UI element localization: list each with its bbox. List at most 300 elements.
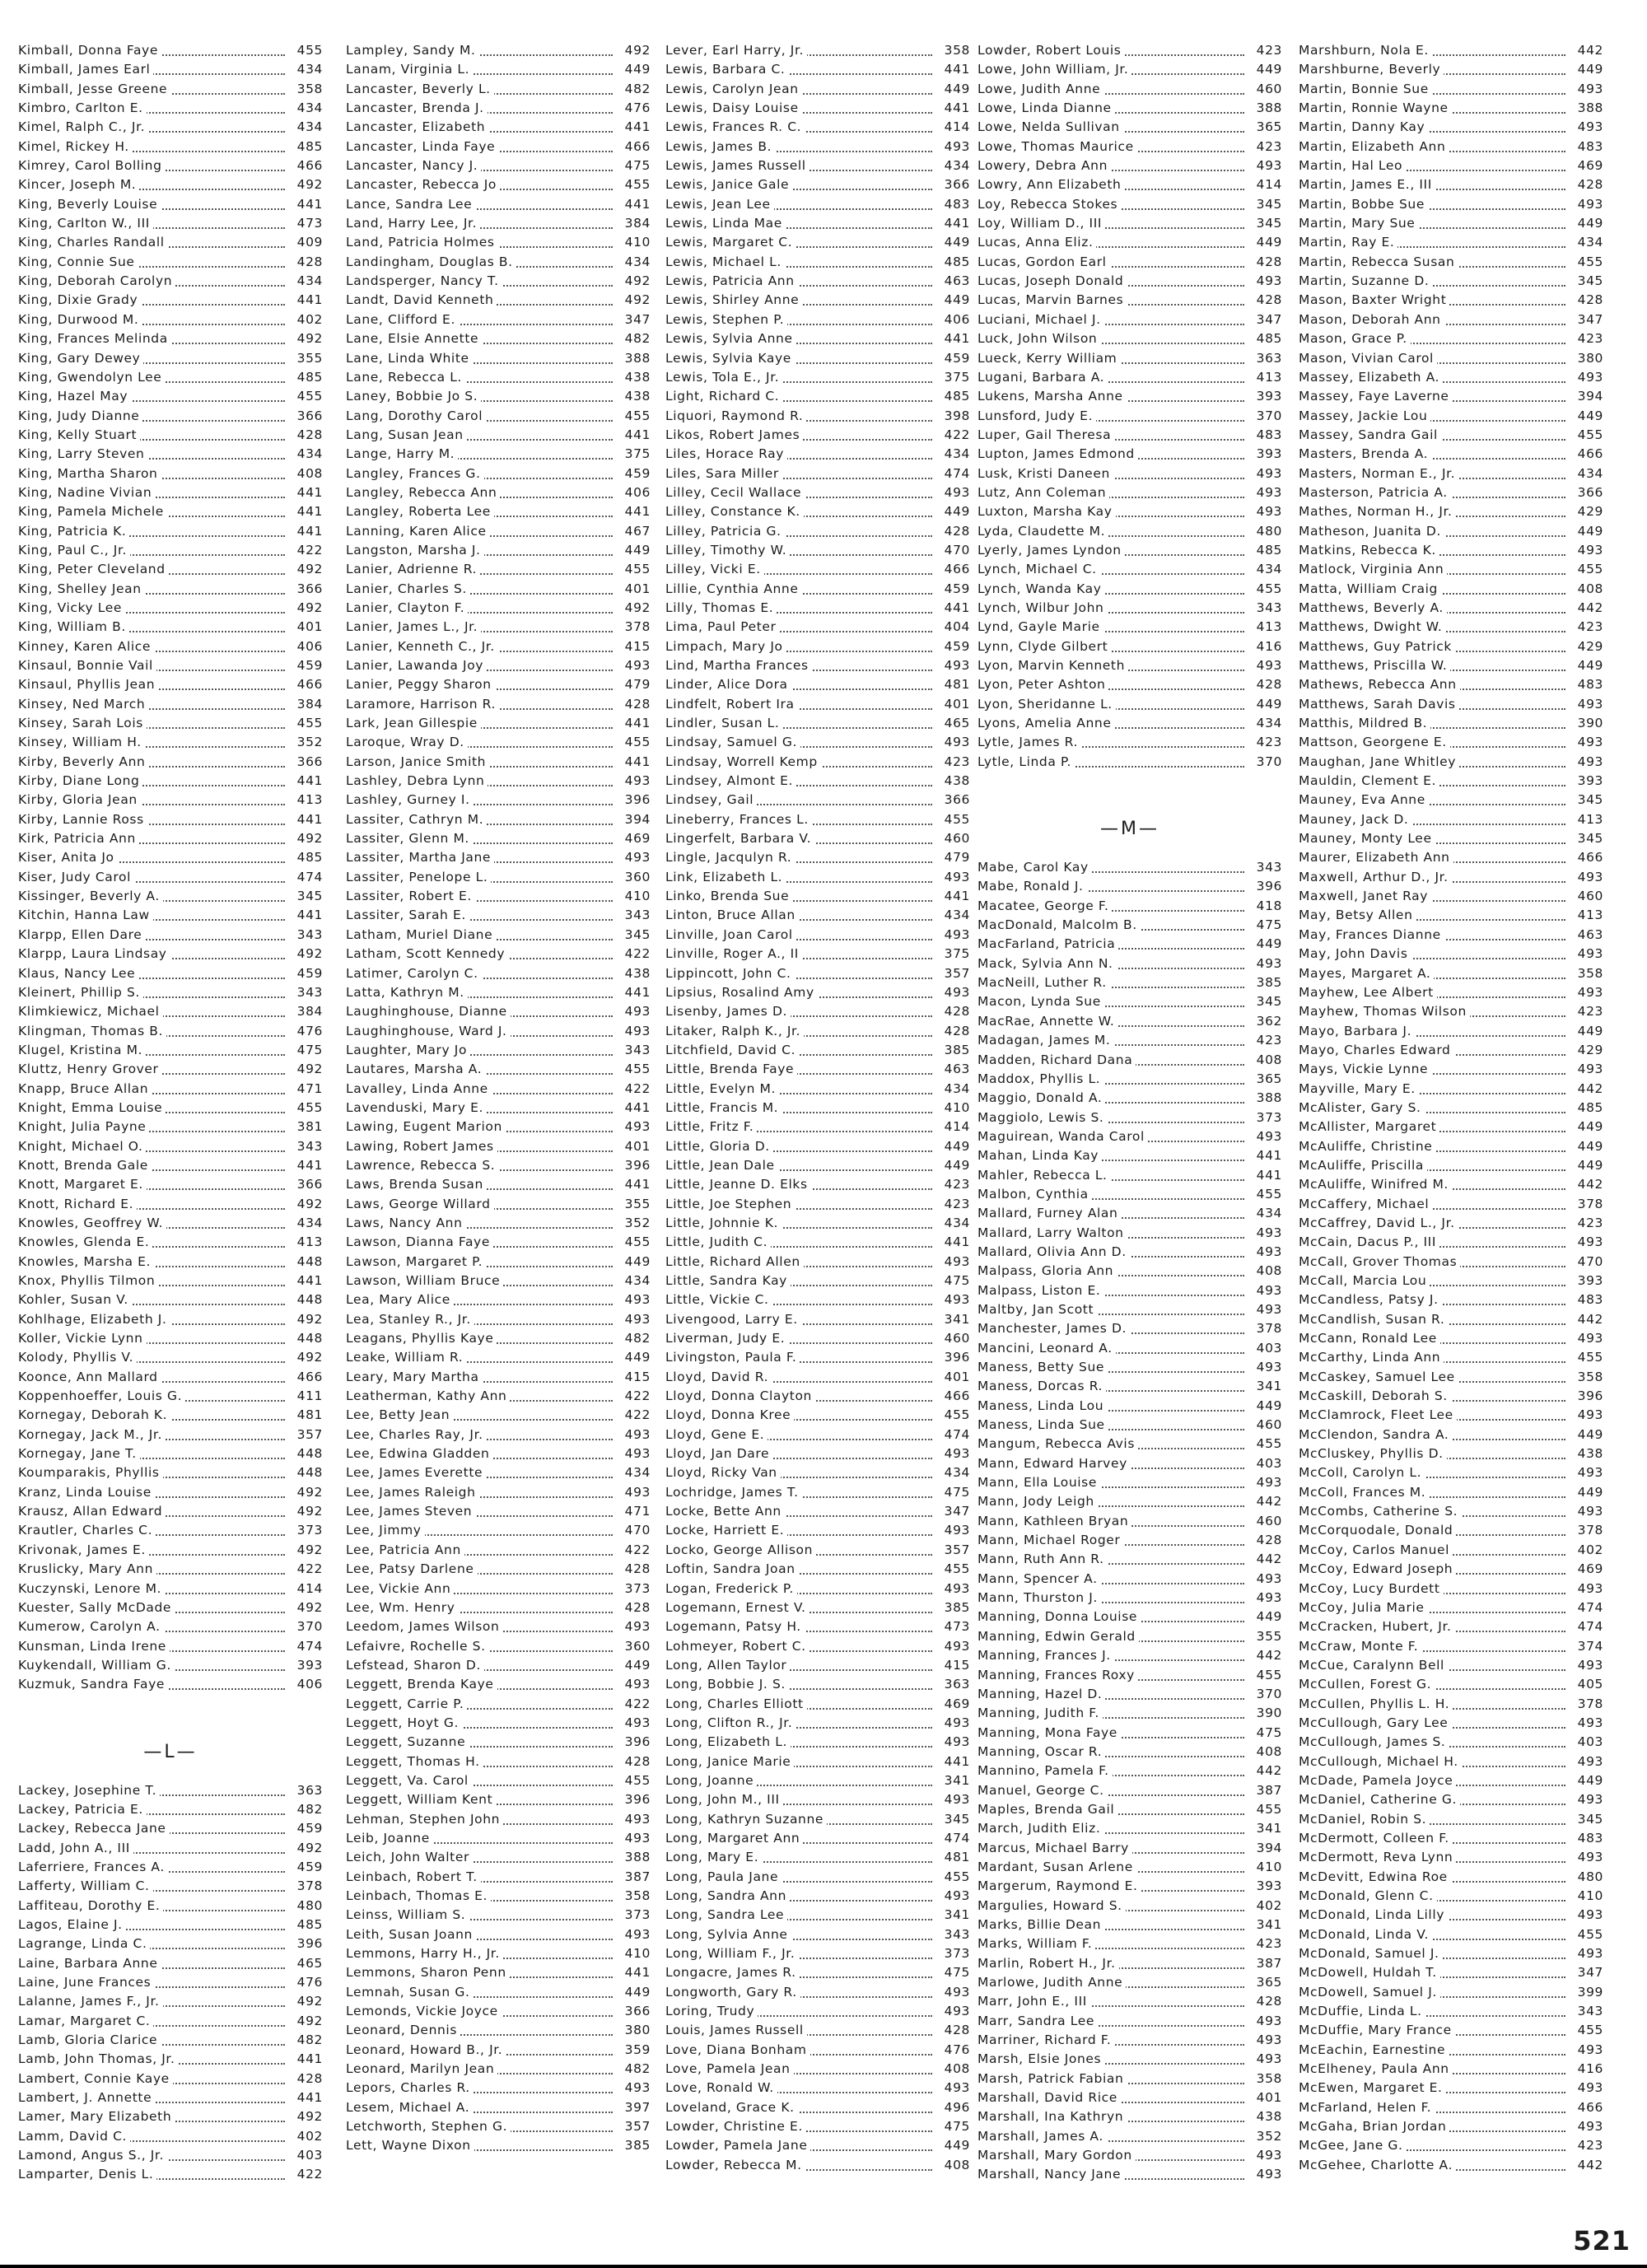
entry-name: Knowles, Glenda E. <box>18 1234 152 1249</box>
entry-page-number: 385 <box>1248 973 1282 992</box>
entry-name: Limpach, Mary Jo <box>665 639 786 654</box>
index-entry <box>346 1290 651 1309</box>
entry-name: Laughter, Mary Jo <box>346 1043 470 1057</box>
entry-name: Lamm, David C. <box>18 2129 130 2144</box>
index-entry <box>1299 522 1603 541</box>
index-entry <box>977 1300 1282 1319</box>
entry-name: Lackey, Rebecca Jane <box>18 1821 170 1836</box>
entry-page-number: 366 <box>1569 483 1603 502</box>
index-entry <box>665 1175 970 1194</box>
index-entry <box>665 1137 970 1156</box>
entry-page-number: 492 <box>288 1541 323 1560</box>
entry-page-number: 455 <box>616 733 651 752</box>
entry-page-number: 441 <box>616 426 651 445</box>
entry-page-number: 493 <box>1248 272 1282 291</box>
entry-page-number: 408 <box>288 464 323 483</box>
entry-name: Marshall, James A. <box>977 2129 1107 2144</box>
entry-name: Macon, Lynda Sue <box>977 994 1104 1009</box>
entry-page-number: 405 <box>1569 1675 1603 1694</box>
index-entry <box>346 1521 651 1540</box>
entry-page-number: 455 <box>616 1771 651 1790</box>
entry-page-number: 441 <box>935 887 970 906</box>
index-entry <box>977 175 1282 194</box>
entry-page-number: 378 <box>1569 1521 1603 1540</box>
entry-page-number: 481 <box>935 1848 970 1867</box>
index-entry <box>665 522 970 541</box>
entry-name: Knapp, Bruce Allan <box>18 1081 152 1096</box>
entry-page-number: 343 <box>1248 858 1282 877</box>
index-entry <box>346 387 651 406</box>
entry-name: Krausz, Allan Edward <box>18 1504 166 1519</box>
entry-page-number: 406 <box>616 483 651 502</box>
index-entry <box>18 1781 323 1800</box>
entry-page-number: 493 <box>1569 1790 1603 1809</box>
index-entry <box>1299 1829 1603 1848</box>
entry-name: McCoy, Julia Marie <box>1299 1600 1428 1615</box>
entry-name: Kirby, Beverly Ann <box>18 754 148 769</box>
entry-page-number: 396 <box>288 1934 323 1953</box>
entry-page-number: 387 <box>1248 1954 1282 1973</box>
index-entry <box>1299 1348 1603 1367</box>
index-entry <box>665 926 970 945</box>
entry-page-number: 434 <box>288 118 323 137</box>
entry-page-number: 373 <box>616 1580 651 1598</box>
entry-page-number: 410 <box>616 233 651 252</box>
entry-name: Lytle, Linda P. <box>977 754 1075 769</box>
entry-name: Loveland, Grace K. <box>665 2100 798 2115</box>
index-entry <box>1299 983 1603 1002</box>
entry-page-number: 493 <box>935 2079 970 2098</box>
entry-page-number: 449 <box>1569 522 1603 541</box>
index-entry <box>1299 772 1603 791</box>
entry-name: Lippincott, John C. <box>665 966 795 981</box>
entry-name: Matlock, Virginia Ann <box>1299 562 1447 576</box>
entry-page-number: 493 <box>1569 118 1603 137</box>
entry-name: Leake, William R. <box>346 1350 466 1365</box>
index-entry <box>977 1704 1282 1723</box>
entry-name: Lang, Susan Jean <box>346 427 467 442</box>
index-entry <box>1299 829 1603 848</box>
index-entry <box>18 2088 323 2107</box>
index-entry <box>346 618 651 637</box>
entry-name: Litchfield, David C. <box>665 1043 799 1057</box>
index-entry <box>665 1887 970 1906</box>
index-entry <box>977 858 1282 877</box>
section-letter-heading: —M— <box>1100 819 1159 840</box>
index-entry <box>1299 618 1603 637</box>
entry-page-number: 404 <box>935 618 970 637</box>
index-entry <box>346 1406 651 1425</box>
index-entry <box>18 1175 323 1194</box>
entry-page-number: 414 <box>288 1580 323 1598</box>
entry-name: Lisenby, James D. <box>665 1004 791 1019</box>
entry-page-number: 434 <box>616 1272 651 1290</box>
index-entry <box>18 1426 323 1444</box>
entry-page-number: 485 <box>1248 541 1282 560</box>
entry-page-number: 476 <box>616 99 651 118</box>
entry-name: Loy, Rebecca Stokes <box>977 197 1121 212</box>
index-entry <box>346 1963 651 1982</box>
index-entry <box>977 1108 1282 1127</box>
entry-name: Lowe, Nelda Sullivan <box>977 119 1123 134</box>
index-entry <box>977 1262 1282 1281</box>
index-entry <box>346 1233 651 1252</box>
entry-name: Lindsey, Gail <box>665 792 757 807</box>
index-entry <box>346 2041 651 2060</box>
index-entry <box>1299 2060 1603 2079</box>
entry-page-number: 493 <box>1248 1243 1282 1262</box>
entry-page-number: 422 <box>616 1695 651 1714</box>
entry-name: Martin, Rebecca Susan <box>1299 254 1458 269</box>
index-entry <box>18 675 323 694</box>
entry-page-number: 428 <box>935 1002 970 1021</box>
entry-page-number: 366 <box>288 407 323 426</box>
entry-name: McCaskey, Samuel Lee <box>1299 1370 1458 1384</box>
index-entry <box>665 1675 970 1694</box>
entry-page-number: 455 <box>288 41 323 60</box>
index-entry <box>18 1858 323 1877</box>
entry-page-number: 390 <box>1569 714 1603 733</box>
entry-name: Lee, James Everette <box>346 1465 486 1480</box>
entry-name: Marcus, Michael Barry <box>977 1841 1132 1855</box>
index-entry <box>665 1637 970 1656</box>
entry-page-number: 413 <box>1569 906 1603 925</box>
entry-name: Manning, Judith F. <box>977 1706 1103 1720</box>
entry-name: Lowe, John William, Jr. <box>977 62 1131 77</box>
entry-name: Lackey, Josephine T. <box>18 1783 160 1798</box>
entry-page-number: 449 <box>935 80 970 99</box>
entry-name: Maness, Betty Sue <box>977 1360 1108 1374</box>
entry-name: Mancini, Leonard A. <box>977 1341 1116 1356</box>
index-entry <box>346 2079 651 2098</box>
index-entry <box>1299 906 1603 925</box>
entry-name: Lancaster, Beverly L. <box>346 82 494 96</box>
entry-page-number: 474 <box>935 1426 970 1444</box>
entry-page-number: 475 <box>935 1963 970 1982</box>
entry-name: Lancaster, Brenda J. <box>346 100 488 115</box>
entry-name: Maxwell, Arthur D., Jr. <box>1299 870 1452 884</box>
index-entry <box>346 1463 651 1482</box>
index-entry <box>665 1656 970 1675</box>
entry-name: Lane, Elsie Annette <box>346 331 482 346</box>
index-entry <box>18 99 323 118</box>
entry-name: Lewis, Michael L. <box>665 254 785 269</box>
entry-name: Kumerow, Carolyn A. <box>18 1619 164 1634</box>
index-entry <box>1299 1656 1603 1675</box>
entry-page-number: 423 <box>1569 329 1603 348</box>
index-entry <box>1299 1733 1603 1752</box>
index-entry <box>346 541 651 560</box>
index-entry <box>665 407 970 426</box>
entry-name: Margerum, Raymond E. <box>977 1878 1141 1893</box>
entry-page-number: 403 <box>1248 1339 1282 1358</box>
entry-page-number: 493 <box>1569 733 1603 752</box>
entry-page-number: 345 <box>616 926 651 945</box>
entry-name: Lewis, Stephen P. <box>665 312 787 327</box>
entry-page-number: 455 <box>1569 1348 1603 1367</box>
index-entry <box>1299 2156 1603 2175</box>
entry-page-number: 423 <box>935 753 970 772</box>
entry-page-number: 493 <box>935 1290 970 1309</box>
entry-page-number: 466 <box>935 1387 970 1406</box>
entry-name: Lilley, Constance K. <box>665 504 804 519</box>
entry-name: King, Larry Steven <box>18 446 147 461</box>
index-entry <box>346 887 651 906</box>
index-entry <box>977 1897 1282 1916</box>
entry-name: King, Gwendolyn Lee <box>18 370 165 385</box>
entry-page-number: 493 <box>1248 1570 1282 1589</box>
entry-name: Maples, Brenda Gail <box>977 1802 1117 1817</box>
entry-name: Lewis, Janice Gale <box>665 177 792 192</box>
entry-name: Leich, John Walter <box>346 1850 473 1864</box>
entry-name: Kornegay, Jane T. <box>18 1446 140 1461</box>
entry-page-number: 434 <box>1248 714 1282 733</box>
index-entry <box>18 618 323 637</box>
entry-name: Ladd, John A., III <box>18 1841 133 1855</box>
entry-name: Little, Brenda Faye <box>665 1062 797 1076</box>
index-entry <box>977 1800 1282 1819</box>
entry-page-number: 492 <box>288 945 323 964</box>
entry-name: Lee, Patricia Ann <box>346 1542 464 1557</box>
index-entry <box>18 272 323 291</box>
entry-name: Manning, Frances Roxy <box>977 1668 1138 1682</box>
entry-name: Little, Judith C. <box>665 1234 771 1249</box>
entry-name: McCoy, Lucy Burdett <box>1299 1581 1444 1596</box>
index-entry <box>665 1541 970 1560</box>
index-entry <box>1299 1368 1603 1387</box>
entry-page-number: 493 <box>1569 1060 1603 1079</box>
index-entry <box>18 407 323 426</box>
index-entry <box>346 829 651 848</box>
entry-name: Lloyd, Donna Clayton <box>665 1388 815 1403</box>
entry-name: Lloyd, Ricky Van <box>665 1465 781 1480</box>
entry-name: McCluskey, Phyllis D. <box>1299 1446 1447 1461</box>
entry-name: Marshburne, Beverly <box>1299 62 1444 77</box>
entry-page-number: 442 <box>1569 1175 1603 1194</box>
entry-page-number: 493 <box>1569 1463 1603 1482</box>
entry-name: Kirby, Diane Long <box>18 773 142 788</box>
entry-name: Mann, Edward Harvey <box>977 1456 1131 1471</box>
index-entry <box>977 41 1282 60</box>
entry-page-number: 493 <box>1569 945 1603 964</box>
entry-name: McCue, Caralynn Bell <box>1299 1658 1448 1673</box>
entry-page-number: 492 <box>288 2012 323 2031</box>
entry-page-number: 493 <box>1248 2012 1282 2031</box>
index-entry <box>346 445 651 464</box>
entry-name: McAuliffe, Priscilla <box>1299 1158 1427 1173</box>
entry-page-number: 493 <box>935 1983 970 2002</box>
index-entry <box>977 1743 1282 1762</box>
entry-page-number: 378 <box>616 618 651 637</box>
index-entry <box>665 560 970 579</box>
entry-name: Laws, Brenda Susan <box>346 1177 487 1192</box>
index-entry <box>665 1233 970 1252</box>
entry-page-number: 434 <box>935 1214 970 1233</box>
entry-name: Long, Allen Taylor <box>665 1658 790 1673</box>
entry-name: Kiser, Judy Carol <box>18 870 134 884</box>
index-entry <box>18 1800 323 1819</box>
entry-page-number: 449 <box>1569 1022 1603 1041</box>
entry-page-number: 441 <box>288 522 323 541</box>
index-entry <box>665 502 970 521</box>
entry-page-number: 422 <box>935 426 970 445</box>
index-entry <box>1299 926 1603 945</box>
entry-name: Maggio, Donald A. <box>977 1090 1105 1105</box>
entry-page-number: 449 <box>616 1656 651 1675</box>
index-entry <box>665 906 970 925</box>
index-entry <box>18 483 323 502</box>
entry-name: Leggett, Carrie P. <box>346 1696 467 1711</box>
entry-page-number: 378 <box>1569 1695 1603 1714</box>
index-entry <box>665 426 970 445</box>
index-entry <box>977 753 1282 772</box>
entry-page-number: 384 <box>288 1002 323 1021</box>
entry-name: Lanier, Charles S. <box>346 581 470 596</box>
entry-page-number: 449 <box>1569 1771 1603 1790</box>
entry-page-number: 475 <box>288 1041 323 1060</box>
entry-page-number: 416 <box>1248 637 1282 656</box>
entry-name: Matthews, Guy Patrick <box>1299 639 1455 654</box>
entry-page-number: 482 <box>616 1329 651 1348</box>
entry-name: Krivonak, James E. <box>18 1542 149 1557</box>
index-entry <box>1299 233 1603 252</box>
index-entry <box>977 1685 1282 1704</box>
index-entry <box>18 810 323 829</box>
index-entry <box>346 1426 651 1444</box>
index-entry <box>977 1589 1282 1608</box>
entry-page-number: 385 <box>616 2136 651 2155</box>
entry-name: Linville, Roger A., II <box>665 946 802 961</box>
entry-page-number: 428 <box>1248 291 1282 310</box>
entry-page-number: 408 <box>935 2060 970 2079</box>
index-entry <box>18 1156 323 1175</box>
index-entry <box>977 1627 1282 1646</box>
entry-name: Lucas, Joseph Donald <box>977 273 1127 288</box>
entry-page-number: 422 <box>616 1406 651 1425</box>
entry-page-number: 465 <box>935 714 970 733</box>
index-entry <box>18 1310 323 1329</box>
index-entry <box>346 964 651 983</box>
entry-name: Leib, Joanne <box>346 1831 433 1846</box>
entry-name: Malpass, Liston E. <box>977 1283 1103 1298</box>
entry-page-number: 493 <box>1569 1656 1603 1675</box>
entry-page-number: 428 <box>1569 175 1603 194</box>
entry-page-number: 493 <box>1248 483 1282 502</box>
entry-page-number: 396 <box>616 1156 651 1175</box>
entry-page-number: 493 <box>1248 502 1282 521</box>
index-entry <box>1299 887 1603 906</box>
entry-page-number: 442 <box>1248 1646 1282 1665</box>
entry-page-number: 410 <box>1569 1887 1603 1906</box>
entry-name: Manning, Donna Louise <box>977 1609 1141 1624</box>
entry-name: Lucas, Marvin Barnes <box>977 292 1127 307</box>
index-entry <box>665 2041 970 2060</box>
entry-name: May, Frances Dianne <box>1299 927 1444 942</box>
entry-name: Lancaster, Elizabeth <box>346 119 488 134</box>
index-entry <box>1299 733 1603 752</box>
index-entry <box>18 80 323 99</box>
entry-name: Martin, Bonnie Sue <box>1299 82 1432 96</box>
entry-page-number: 459 <box>288 964 323 983</box>
entry-name: Matthews, Dwight W. <box>1299 619 1445 634</box>
entry-name: Lynd, Gayle Marie <box>977 619 1103 634</box>
index-entry <box>18 848 323 867</box>
entry-name: Kinsaul, Phyllis Jean <box>18 677 158 692</box>
entry-name: Lowder, Rebecca M. <box>665 2158 805 2172</box>
entry-page-number: 493 <box>1248 1281 1282 1300</box>
entry-name: Lalanne, James F., Jr. <box>18 1994 163 2009</box>
entry-name: Logan, Frederick P. <box>665 1581 797 1596</box>
index-entry <box>665 1868 970 1887</box>
index-entry <box>977 1666 1282 1685</box>
index-entry <box>665 1195 970 1214</box>
entry-page-number: 413 <box>1569 810 1603 829</box>
entry-page-number: 493 <box>616 1002 651 1021</box>
entry-name: Mathes, Norman H., Jr. <box>1299 504 1456 519</box>
index-entry <box>665 1983 970 2002</box>
index-entry <box>665 791 970 810</box>
entry-name: Larson, Janice Smith <box>346 754 489 769</box>
entry-name: Laine, June Frances <box>18 1975 154 1990</box>
entry-page-number: 360 <box>616 1637 651 1656</box>
entry-name: Maughan, Jane Whitley <box>1299 754 1459 769</box>
entry-page-number: 493 <box>935 926 970 945</box>
entry-name: Landingham, Douglas B. <box>346 254 516 269</box>
index-entry <box>977 973 1282 992</box>
entry-page-number: 394 <box>1248 1839 1282 1858</box>
entry-name: Luciani, Michael J. <box>977 312 1104 327</box>
entry-page-number: 362 <box>1248 1012 1282 1031</box>
entry-page-number: 406 <box>288 1675 323 1694</box>
entry-page-number: 492 <box>288 1502 323 1521</box>
index-entry <box>977 2012 1282 2031</box>
entry-page-number: 455 <box>1248 1435 1282 1454</box>
entry-name: McDermott, Reva Lynn <box>1299 1850 1456 1864</box>
entry-name: Kirby, Gloria Jean <box>18 792 141 807</box>
index-entry <box>346 1887 651 1906</box>
index-entry <box>1299 1637 1603 1656</box>
index-entry <box>18 1954 323 1973</box>
entry-page-number: 428 <box>1248 1531 1282 1550</box>
index-entry <box>346 1810 651 1829</box>
entry-page-number: 341 <box>935 1906 970 1925</box>
entry-page-number: 380 <box>616 2021 651 2040</box>
entry-page-number: 492 <box>288 329 323 348</box>
entry-page-number: 442 <box>1569 41 1603 60</box>
index-entry <box>977 1608 1282 1626</box>
entry-name: Lewis, Tola E., Jr. <box>665 370 782 385</box>
entry-name: Little, Jeanne D. Elks <box>665 1177 811 1192</box>
index-entry <box>18 1214 323 1233</box>
index-entry <box>1299 1521 1603 1540</box>
entry-page-number: 492 <box>288 1348 323 1367</box>
entry-page-number: 385 <box>935 1598 970 1617</box>
entry-name: King, Paul C., Jr. <box>18 543 130 558</box>
entry-name: Koumparakis, Phyllis <box>18 1465 163 1480</box>
entry-page-number: 449 <box>1569 60 1603 79</box>
entry-name: Lawson, William Bruce <box>346 1273 503 1288</box>
index-entry <box>1299 1944 1603 1963</box>
entry-page-number: 401 <box>616 580 651 599</box>
entry-name: King, Frances Melinda <box>18 331 171 346</box>
index-entry <box>665 714 970 733</box>
entry-name: Long, William F., Jr. <box>665 1946 798 1961</box>
entry-name: Leggett, Brenda Kaye <box>346 1677 497 1692</box>
index-entry <box>1299 118 1603 137</box>
entry-name: Kimball, Donna Faye <box>18 43 161 58</box>
entry-page-number: 493 <box>935 1521 970 1540</box>
entry-name: McCullen, Phyllis L. H. <box>1299 1696 1453 1711</box>
